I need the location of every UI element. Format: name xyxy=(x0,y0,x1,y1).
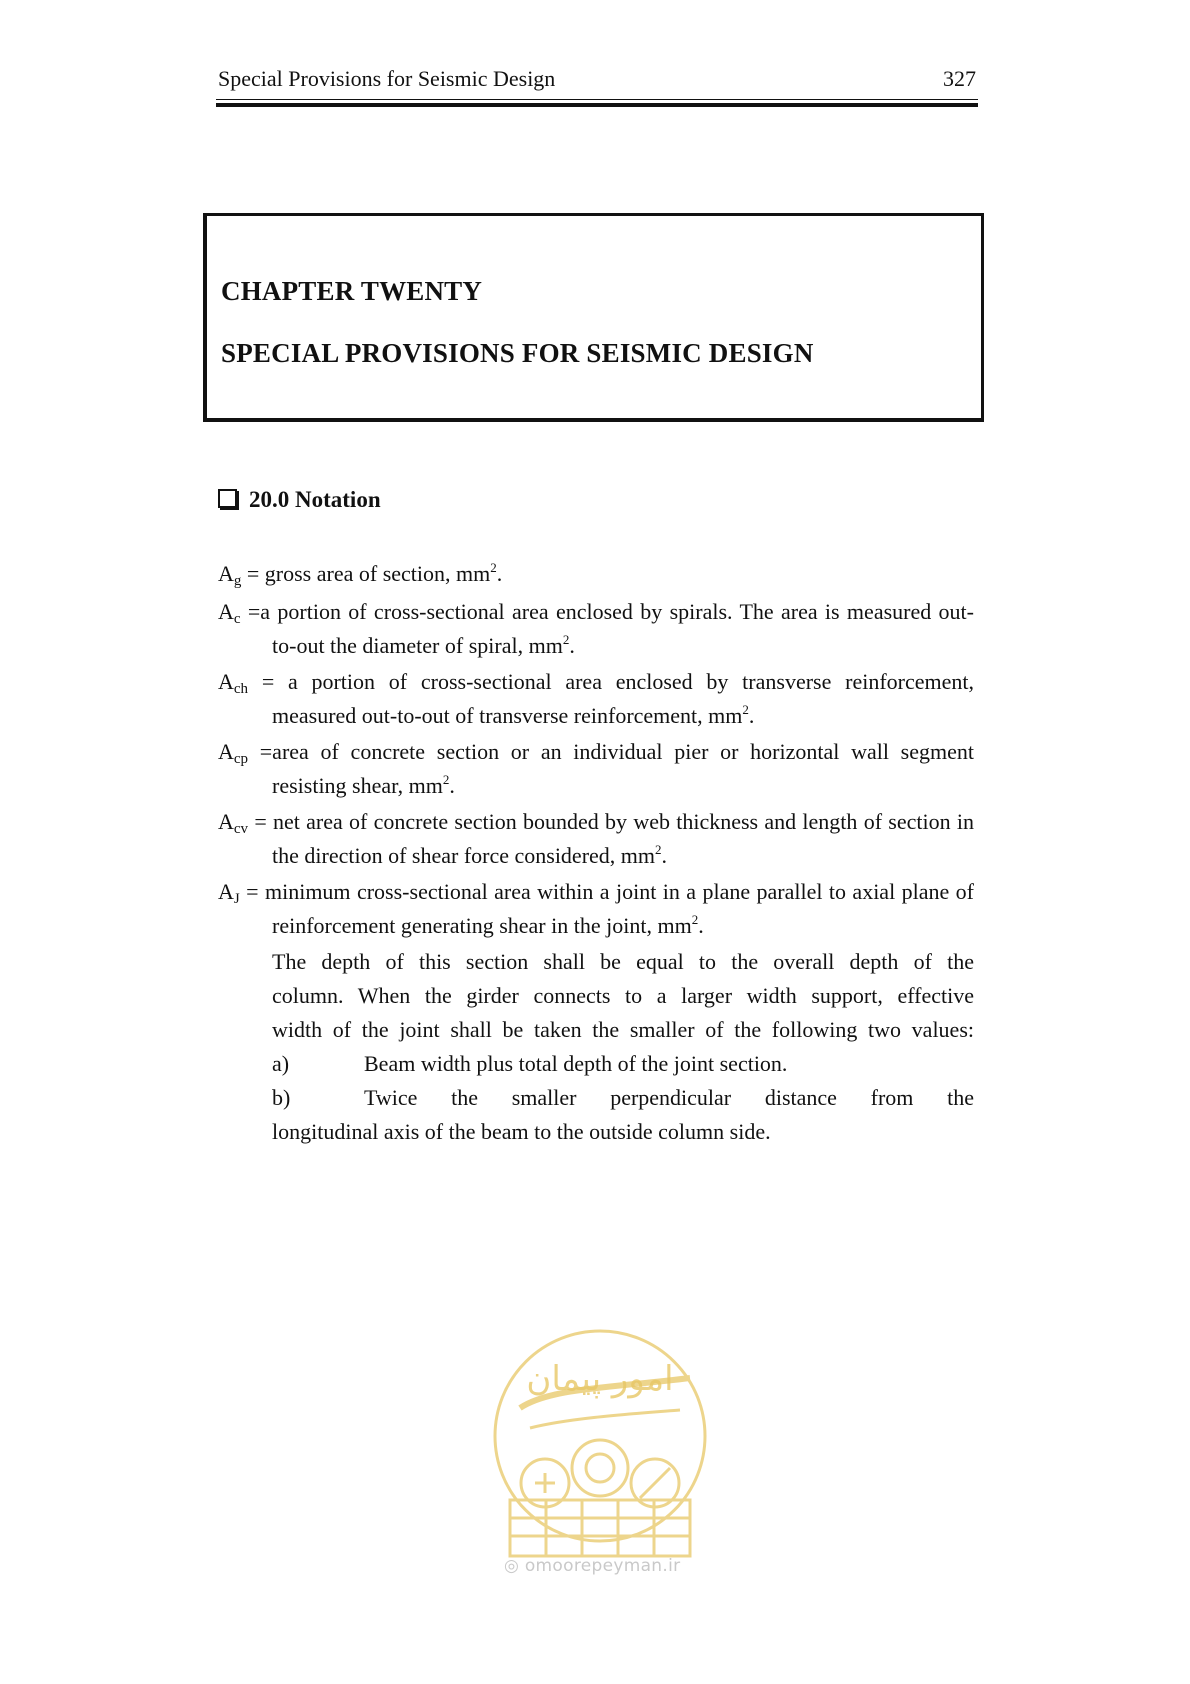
notation-entry-ag: $A_g$ = gross area of section, $mm^2$. xyxy=(218,560,503,589)
notation-entry-aj: $A_J$ = minimum cross-sectional area within a joint in a plane parallel to axial plane of reinforcement generating shear in the joint, $mm^2$. xyxy=(218,879,974,938)
aj-paragraph-line-3: width of the joint shall be taken the smaller of the following two values: xyxy=(272,1017,974,1042)
header-rule-thick xyxy=(216,103,978,107)
watermark-url xyxy=(504,1556,704,1576)
aj-paragraph-line-1: The depth of this section shall be equal to the overall depth of the xyxy=(272,949,974,974)
list-item-a-text: Beam width plus total depth of the joint section. xyxy=(364,1051,788,1076)
header-rule xyxy=(216,99,978,100)
watermark-logo-text: امور پیمان xyxy=(526,1359,674,1399)
chapter-title-box xyxy=(203,213,984,422)
running-title: Special Provisions for Seismic Design xyxy=(218,66,556,91)
list-item-b-continuation: longitudinal axis of the beam to the outside column side. xyxy=(272,1119,771,1144)
notation-list xyxy=(218,557,974,1149)
running-header xyxy=(218,64,976,94)
list-item-a xyxy=(218,1047,974,1081)
list-item-b-text: Twice the smaller perpendicular distance from the xyxy=(364,1085,974,1110)
globe-icon: ◎ xyxy=(504,1556,520,1576)
notation-entry-ac: $A_c =a$ portion of cross-sectional area enclosed by spirals. The area is measured out-to-out the diameter of spiral, $mm^2$. xyxy=(218,599,974,658)
chapter-subtitle: SPECIAL PROVISIONS FOR SEISMIC DESIGN xyxy=(221,338,814,368)
notation-entry-ach: $A_{ch} = a$ portion of cross-sectional area enclosed by transverse reinforcement, measured out-to-out of transverse reinforcement, $mm^2$. xyxy=(218,669,974,728)
list-item-a-label: a) xyxy=(272,1051,290,1076)
section-heading xyxy=(218,484,381,516)
watermark-url-text: omoorepeyman.ir xyxy=(524,1556,681,1576)
watermark-logo xyxy=(490,1318,710,1588)
notation-entry-acp: $A_{cp}$ =area of concrete section or an individual pier or horizontal wall segment resisting shear, $mm^2$. xyxy=(218,739,974,798)
page-number: 327 xyxy=(943,66,976,91)
box-checkbox-icon xyxy=(218,489,237,508)
notation-entry-acv: $A_{cv}$ = net area of concrete section bounded by web thickness and length of section in the direction of shear force considered, $mm^2$. xyxy=(218,809,974,868)
aj-paragraph-line-2: column. When the girder connects to a larger width support, effective xyxy=(272,983,974,1008)
list-item-b-label: b) xyxy=(272,1085,291,1110)
section-heading-text: 20.0 Notation xyxy=(249,487,381,512)
list-item-b xyxy=(218,1081,974,1115)
chapter-title: CHAPTER TWENTY xyxy=(221,276,483,306)
